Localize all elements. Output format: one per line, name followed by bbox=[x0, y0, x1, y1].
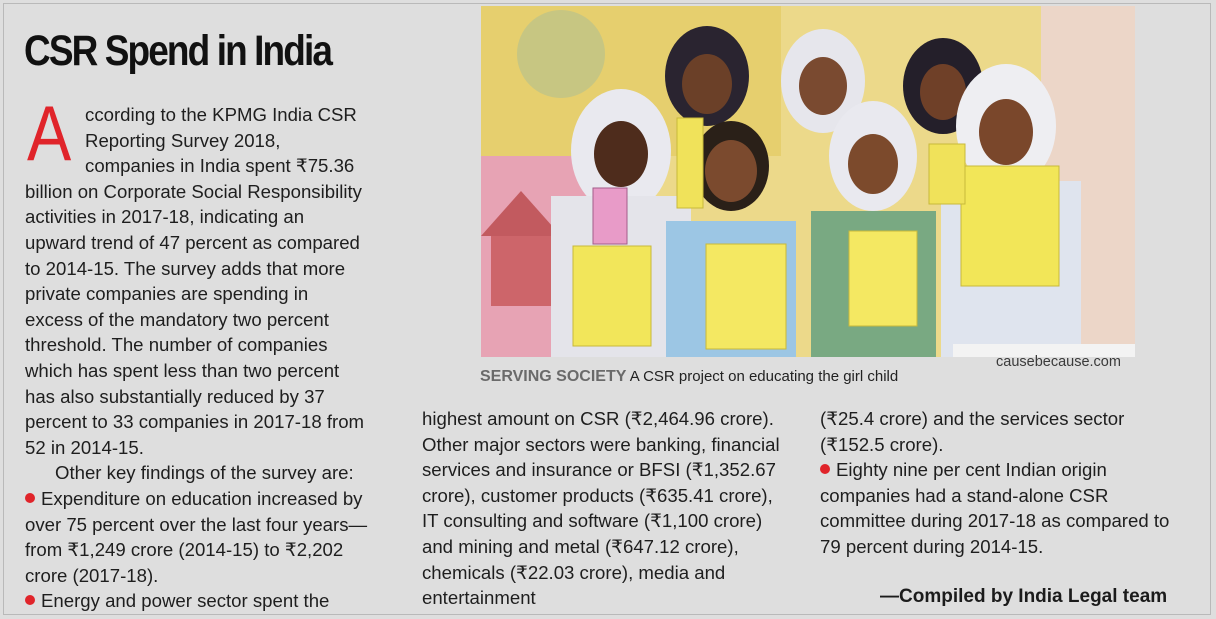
article-column-1 bbox=[25, 89, 370, 614]
intro-paragraph: ccording to the KPMG India CSR Reporting Survey 2018, companies in India spent ₹75.36 billion on Corporate Social Responsibility activities in 2017-18, indicating an upward trend of 47 percent as compared to 2014-15. The survey adds that more private companies are spending in excess of the mandatory two percent threshold. The number of companies which has spent less than two percent has also substantially reduced by 37 percent to 33 companies in 2017-18 from 52 in 2014-15. bbox=[25, 104, 365, 458]
bullet-item: Energy and power sector spent the bbox=[25, 588, 370, 614]
bullet-dot-icon bbox=[820, 464, 830, 474]
article-column-2 bbox=[422, 406, 787, 611]
sector-paragraph-end: (₹25.4 crore) and the services sector (₹152.5 crore). bbox=[820, 408, 1125, 455]
headline: CSR Spend in India bbox=[24, 27, 332, 75]
caption-kicker: SERVING SOCIETY bbox=[480, 368, 627, 385]
signoff: —Compiled by India Legal team bbox=[880, 586, 1168, 607]
bullet-dot-icon bbox=[25, 595, 35, 605]
bullet-dot-icon bbox=[25, 493, 35, 503]
article-column-3 bbox=[820, 406, 1190, 560]
bullet-item: Expenditure on education increased by over 75 percent over the last four years—from ₹1,249 crore (2014-15) to ₹2,202 crore (2017-18). bbox=[25, 487, 368, 586]
caption-text: A CSR project on educating the girl child bbox=[626, 368, 899, 385]
photo-credit: causebecause.com bbox=[996, 354, 1121, 370]
findings-intro: Other key findings of the survey are: bbox=[55, 462, 354, 484]
sector-paragraph: highest amount on CSR (₹2,464.96 crore). Other major sectors were banking, financial services and insurance or BFSI (₹1,352.67 crore), customer products (₹635.41 crore), IT consulting and software (₹1,100 crore) and mining and metal (₹647.12 crore), chemicals (₹22.03 crore), media and entertainment bbox=[422, 408, 780, 609]
article-photo bbox=[481, 6, 1135, 357]
photo-caption bbox=[480, 368, 898, 386]
bullet-item: Eighty nine per cent Indian origin companies had a stand-alone CSR committee during 2017-18 as compared to 79 percent during 2014-15. bbox=[820, 459, 1170, 557]
drop-cap: A bbox=[27, 89, 72, 177]
